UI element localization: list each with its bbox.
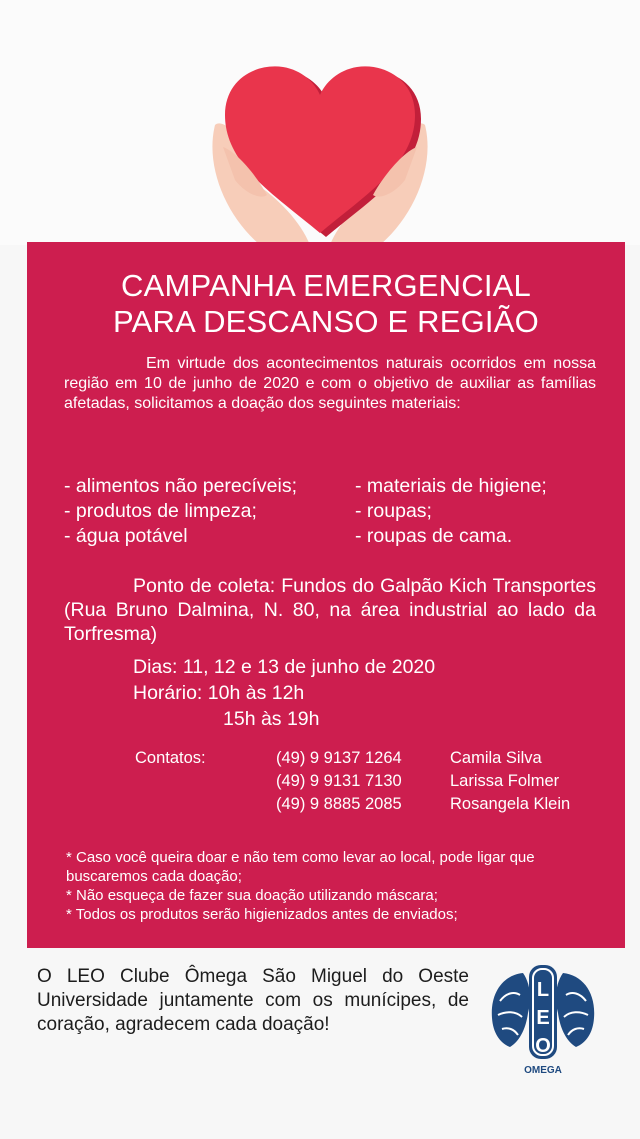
- campaign-panel: [27, 242, 625, 948]
- contact-name: Camila Silva: [450, 749, 542, 767]
- title-line-2: PARA DESCANSO E REGIÃO: [113, 304, 539, 339]
- material-item: - produtos de limpeza;: [64, 500, 257, 522]
- material-item: - água potável: [64, 525, 188, 547]
- logo-letter-l: [535, 979, 551, 1057]
- contact-phone: (49) 9 9137 1264: [276, 749, 402, 767]
- logo-letter: L: [536, 979, 550, 1001]
- contact-phones: [276, 747, 402, 816]
- material-item: - alimentos não perecíveis;: [64, 475, 298, 497]
- material-item: - roupas de cama.: [355, 525, 513, 547]
- notes-section: [66, 848, 598, 924]
- logo-letter: O: [535, 1035, 551, 1057]
- contact-phone: (49) 9 9131 7130: [276, 772, 402, 790]
- collection-point: Ponto de coleta: Fundos do Galpão Kich Transportes (Rua Bruno Dalmina, N. 80, na área industrial ao lado da Torfresma): [64, 575, 596, 645]
- leo-lions-logo-icon: [488, 963, 598, 1078]
- thank-you-message: O LEO Clube Ômega São Miguel do Oeste Universidade juntamente com os munícipes, de coração, agradecem cada doação!: [37, 966, 469, 1035]
- contact-name: Larissa Folmer: [450, 772, 560, 790]
- heart-in-hands-icon: [205, 55, 435, 250]
- contact-phone: (49) 9 8885 2085: [276, 795, 402, 813]
- collection-days: Dias: 11, 12 e 13 de junho de 2020: [133, 656, 436, 678]
- title-line-1: CAMPANHA EMERGENCIAL: [121, 268, 531, 303]
- contact-name: Rosangela Klein: [450, 795, 571, 813]
- campaign-title: [27, 268, 625, 340]
- collection-hours-1: Horário: 10h às 12h: [133, 682, 305, 704]
- header-illustration-area: [0, 0, 640, 245]
- contacts-label: Contatos:: [135, 749, 206, 767]
- materials-column-2: [355, 474, 547, 549]
- note-item: * Caso você queira doar e não tem como levar ao local, pode ligar que buscaremos cada doação;: [66, 849, 535, 885]
- material-item: - roupas;: [355, 500, 432, 522]
- contact-names: [450, 747, 570, 816]
- collection-hours-2: 15h às 19h: [223, 708, 320, 730]
- schedule: [133, 654, 435, 732]
- logo-caption: OMEGA: [524, 1065, 562, 1076]
- note-item: * Não esqueça de fazer sua doação utilizando máscara;: [66, 887, 438, 904]
- logo-letter: E: [536, 1007, 550, 1029]
- intro-paragraph: Em virtude dos acontecimentos naturais ocorridos em nossa região em 10 de junho de 2020 e com o objetivo de auxiliar as famílias afetadas, solicitamos a doação dos seguintes materiais:: [64, 355, 596, 412]
- material-item: - materiais de higiene;: [355, 475, 547, 497]
- note-item: * Todos os produtos serão higienizados antes de enviados;: [66, 906, 458, 923]
- materials-column-1: [64, 474, 297, 549]
